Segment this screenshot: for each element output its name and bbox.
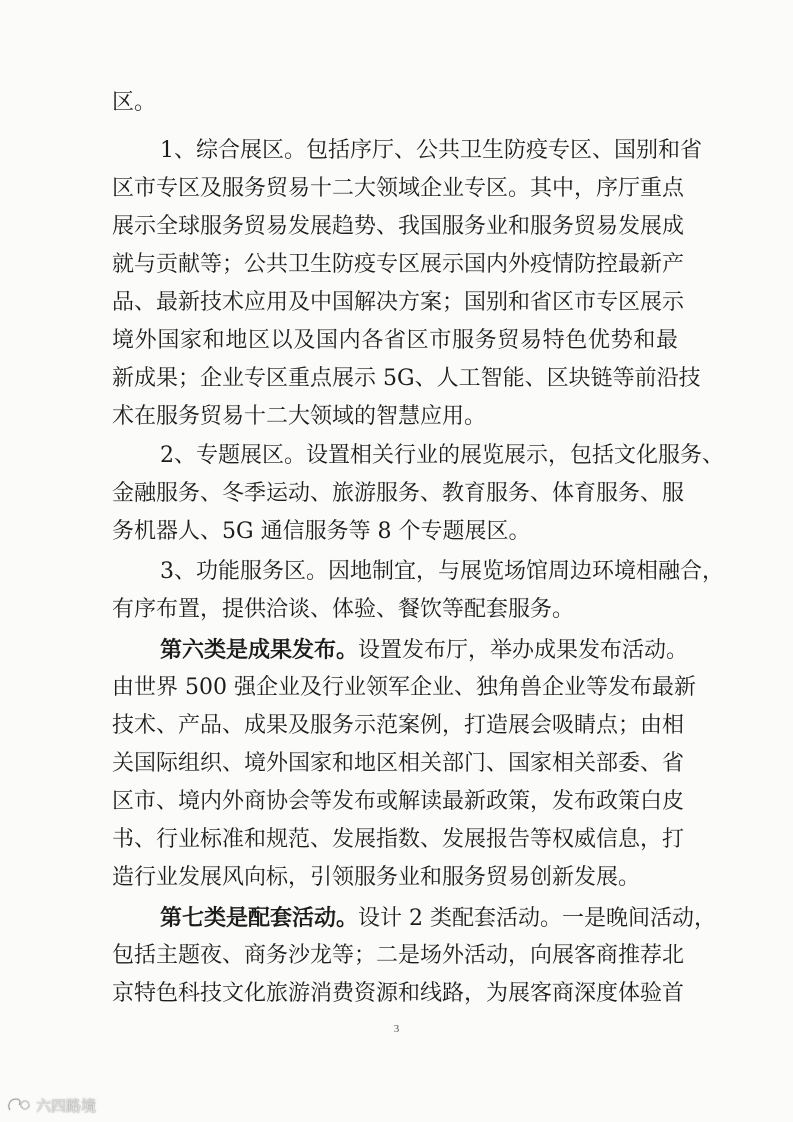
text-line: 新成果；企业专区重点展示 5G、人工智能、区块链等前沿技 <box>112 366 701 391</box>
text-line: 有序布置，提供洽谈、体验、餐饮等配套服务。 <box>112 597 575 622</box>
text-run: 设置发布厅，举办成果发布活动。 <box>358 638 689 663</box>
text-line: 务机器人、5G 通信服务等 8 个专题展区。 <box>112 519 531 544</box>
text-line: 3、功能服务区。因地制宜，与展览场馆周边环境相融合， <box>160 559 724 584</box>
text-line: 就与贡献等；公共卫生防疫专区展示国内外疫情防控最新产 <box>112 252 685 277</box>
text-line: 包括主题夜、商务沙龙等；二是场外活动，向展客商推荐北 <box>112 943 685 968</box>
text-line: 京特色科技文化旅游消费资源和线路，为展客商深度体验首 <box>112 981 685 1006</box>
watermark-text: 六四路境 <box>36 1096 97 1115</box>
text-line: 术在服务贸易十二大领域的智慧应用。 <box>112 404 487 429</box>
text-line: 关国际组织、境外国家和地区相关部门、国家相关部委、省 <box>112 751 685 776</box>
text-line: 展示全球服务贸易发展趋势、我国服务业和服务贸易发展成 <box>112 214 685 239</box>
text-line: 区。 <box>112 90 157 115</box>
category-heading-6: 第六类是成果发布。 <box>160 637 359 663</box>
text-run: 设计 2 类配套活动。一是晚间活动， <box>358 906 717 931</box>
category-heading-7: 第七类是配套活动。 <box>160 905 359 931</box>
text-line: 由世界 500 强企业及行业领军企业、独角兽企业等发布最新 <box>112 675 696 700</box>
text-line: 区市、境内外商协会等发布或解读最新政策，发布政策白皮 <box>112 789 685 814</box>
watermark-logo-icon <box>6 1096 32 1114</box>
watermark <box>6 1093 96 1117</box>
text-line: 书、行业标准和规范、发展指数、发展报告等权威信息，打 <box>112 827 685 852</box>
text-line: 1、综合展区。包括序厅、公共卫生防疫专区、国别和省 <box>160 138 702 163</box>
text-line: 品、最新技术应用及中国解决方案；国别和省区市专区展示 <box>112 290 685 315</box>
text-line: 境外国家和地区以及国内各省区市服务贸易特色优势和最 <box>112 328 678 353</box>
page-number: 3 <box>393 1023 400 1035</box>
text-line: 技术、产品、成果及服务示范案例，打造展会吸睛点；由相 <box>112 713 685 738</box>
text-line: 金融服务、冬季运动、旅游服务、教育服务、体育服务、服 <box>112 481 685 506</box>
paragraph-line-cat6 <box>112 634 689 666</box>
text-line: 区市专区及服务贸易十二大领域企业专区。其中，序厅重点 <box>112 176 685 201</box>
paragraph-line-cat7 <box>112 902 717 934</box>
text-line: 造行业发展风向标，引领服务业和服务贸易创新发展。 <box>112 865 641 890</box>
text-line: 2、专题展区。设置相关行业的展览展示，包括文化服务、 <box>160 443 724 468</box>
